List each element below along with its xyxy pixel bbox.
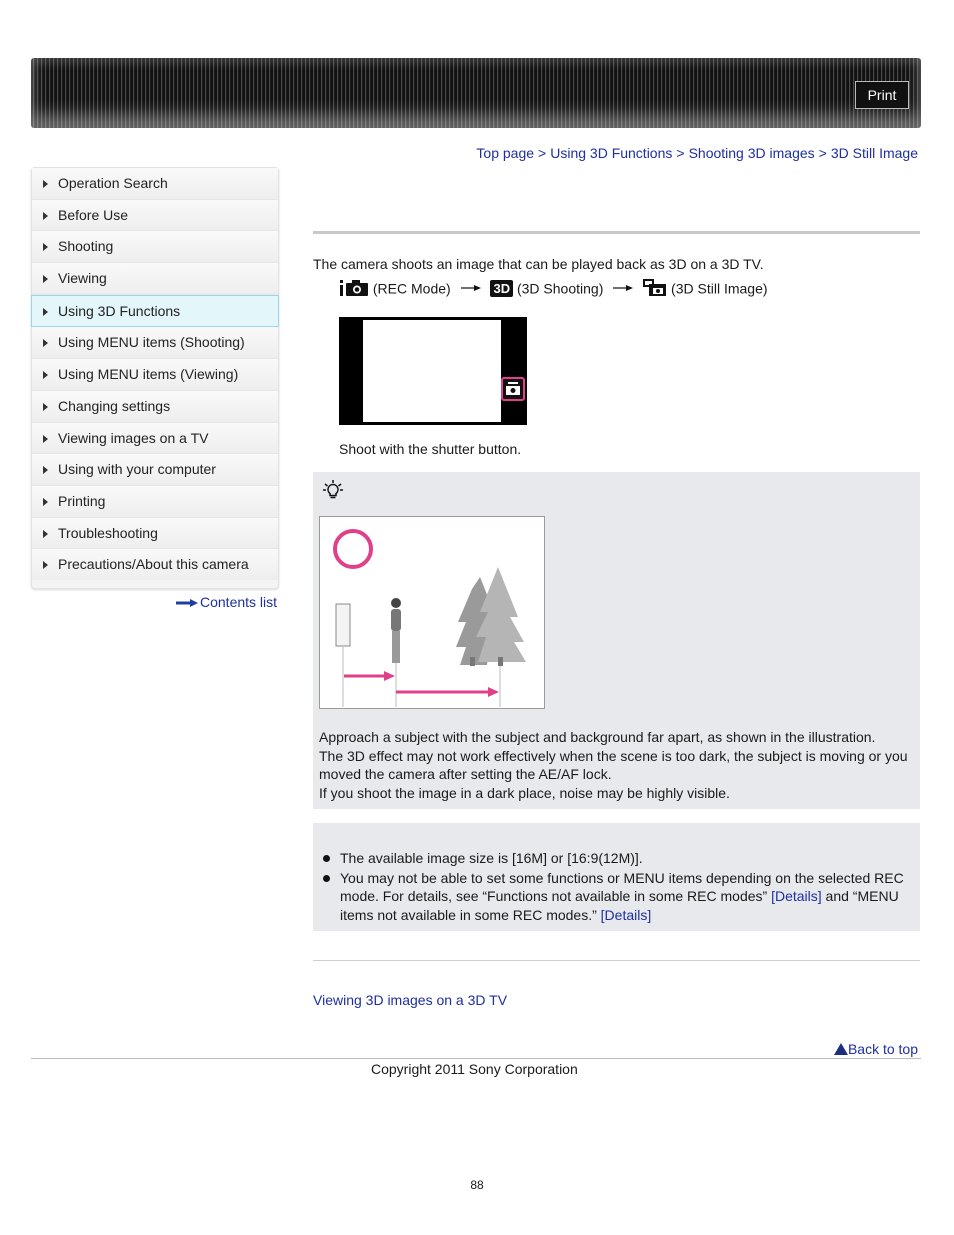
arrow-right-icon [43,180,48,188]
arrow-right-icon [43,212,48,220]
menu-steps [339,279,768,301]
arrow-right-icon [43,243,48,251]
breadcrumb-top-page[interactable]: Top page [476,145,535,161]
hint-text [319,728,919,802]
sidebar-item-troubleshooting[interactable] [32,518,278,550]
sidebar-item-before-use[interactable] [32,200,278,232]
triangle-up-icon [834,1043,848,1055]
notes-list [321,849,913,925]
3d-shooting-icon: 3D [490,280,513,297]
breadcrumb [476,145,918,161]
related-link-viewing-3d[interactable]: Viewing 3D images on a 3D TV [313,992,508,1008]
note-text: You may not be able to set some functions or MENU items depending on the selected REC mode. For details, see “Functions not available in some REC modes” [340,869,904,904]
print-button[interactable]: Print [855,81,909,109]
hint-line: The 3D effect may not work effectively when the scene is too dark, the subject is moving or you moved the camera after setting the AE/AF lock. [319,747,908,782]
breadcrumb-shooting-3d-images[interactable]: Shooting 3D images [688,145,815,161]
breadcrumb-3d-still-image[interactable]: 3D Still Image [830,145,918,161]
section-divider [313,960,920,961]
arrow-right-icon [43,339,48,347]
sidebar-nav [31,167,279,589]
bullet-icon [323,855,330,862]
details-link-menu-items[interactable]: [Details] [600,906,652,923]
sidebar-item-label: Troubleshooting [58,524,158,541]
arrow-right-icon [613,284,633,292]
3d-still-image-icon [643,279,667,297]
hint-line: Approach a subject with the subject and background far apart, as shown in the illustration. [319,729,876,745]
sidebar-item-label: Using with your computer [58,461,216,478]
note-text: and “MENU items not available in some REC modes.” [340,888,899,923]
arrow-right-icon [176,599,198,607]
contents-list-label[interactable]: Contents list [200,594,278,610]
sidebar-item-computer[interactable] [32,454,278,486]
note-text: The available image size is [16M] or [16:9(12M)]. [340,850,643,866]
notes-box [313,823,920,931]
intelligent-auto-icon [339,279,369,297]
sidebar-item-label: Viewing images on a TV [58,429,209,446]
sidebar-item-label: Before Use [58,206,129,223]
arrow-right-icon [43,530,48,538]
sidebar-item-label: Using MENU items (Shooting) [58,334,245,351]
breadcrumb-using-3d-functions[interactable]: Using 3D Functions [550,145,673,161]
bullet-icon [323,875,330,882]
sidebar-item-viewing[interactable] [32,263,278,295]
screen-view-area [363,320,501,422]
sidebar-item-printing[interactable] [32,486,278,518]
sidebar-item-menu-shooting[interactable] [32,327,278,359]
3d-shooting-label: (3D Shooting) [516,280,604,297]
sidebar-item-shooting[interactable] [32,231,278,263]
sidebar-item-precautions[interactable] [32,549,278,580]
back-to-top-link[interactable] [834,1041,918,1057]
arrow-right-icon [43,498,48,506]
camera-mode-icon [501,377,525,401]
hint-line: If you shoot the image in a dark place, noise may be highly visible. [319,784,730,801]
page-number: 88 [470,1178,484,1192]
sidebar-item-changing-settings[interactable] [32,391,278,423]
arrow-right-icon [43,371,48,379]
sidebar-item-viewing-tv[interactable] [32,423,278,455]
note-item [321,869,913,925]
arrow-right-icon [43,275,48,283]
arrow-right-icon [43,403,48,411]
header-banner [31,58,921,128]
footer-divider [31,1058,921,1059]
sidebar-item-label: Printing [58,492,106,509]
camera-screen-illustration [339,317,527,425]
sidebar-item-label: Shooting [58,238,114,255]
arrow-right-icon [43,561,48,569]
sidebar-item-label: Using MENU items (Viewing) [58,366,239,383]
3d-still-image-label: (3D Still Image) [671,280,768,297]
breadcrumb-separator: > [538,145,547,161]
copyright-text: Copyright 2011 Sony Corporation [371,1061,578,1077]
sidebar-item-menu-viewing[interactable] [32,359,278,391]
rec-mode-label: (REC Mode) [372,280,451,297]
arrow-right-icon [43,435,48,443]
title-divider [313,231,920,234]
sidebar-item-using-3d-functions[interactable] [31,295,279,328]
sidebar-item-label: Using 3D Functions [58,302,181,319]
breadcrumb-separator: > [676,145,685,161]
subject-distance-illustration [319,516,545,709]
lightbulb-hint-icon [323,480,343,500]
arrow-right-icon [43,466,48,474]
sidebar-item-label: Operation Search [58,175,168,191]
back-to-top-label[interactable]: Back to top [847,1041,918,1057]
shoot-instruction: Shoot with the shutter button. [339,441,522,457]
contents-list-link[interactable] [176,594,277,610]
sidebar-item-label: Changing settings [58,397,171,414]
intro-text: The camera shoots an image that can be played back as 3D on a 3D TV. [313,256,764,272]
hint-box [313,472,920,809]
note-item [321,849,913,868]
arrow-right-icon [461,284,481,292]
arrow-right-icon [43,308,48,316]
breadcrumb-separator: > [818,145,827,161]
sidebar-item-operation-search[interactable] [32,168,278,200]
sidebar-item-label: Precautions/About this camera [58,556,249,573]
sidebar-item-label: Viewing [58,270,107,287]
details-link-functions[interactable]: [Details] [771,888,822,904]
